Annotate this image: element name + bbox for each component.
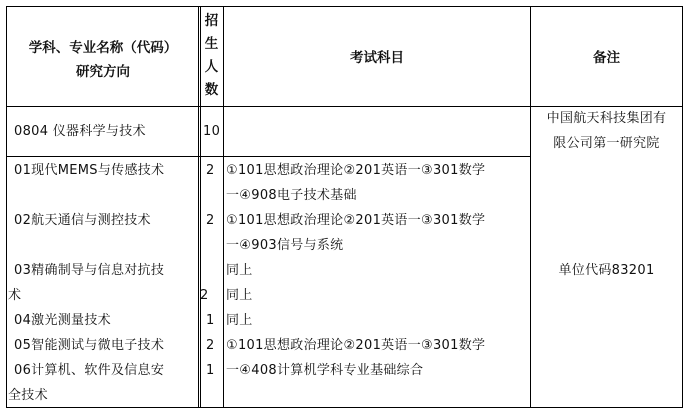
header-enrollment-char-2: 生 [204, 36, 219, 52]
header-remarks: 备注 [593, 50, 620, 66]
direction-05-exam-line1: ①101思想政治理论②201英语一③301数学 [226, 338, 486, 353]
direction-03-count: 2 [200, 288, 209, 303]
direction-03-exam-line1: 同上 [226, 263, 253, 278]
direction-04-name: 04激光测量技术 [14, 313, 111, 328]
direction-02-name: 02航天通信与测控技术 [14, 213, 151, 228]
col-divider-1 [198, 6, 199, 408]
direction-03-name-line1: 03精确制导与信息对抗技 [14, 263, 165, 278]
table-border-top [6, 6, 682, 7]
header-enrollment-char-1: 招 [204, 13, 219, 29]
direction-04-count: 1 [206, 313, 215, 328]
col-divider-2 [223, 6, 224, 408]
unit-code-note: 单位代码83201 [558, 263, 655, 278]
direction-01-count: 2 [206, 163, 215, 178]
direction-01-exam-line2: 一④908电子技术基础 [226, 188, 357, 203]
direction-01-exam-line1: ①101思想政治理论②201英语一③301数学 [226, 163, 486, 178]
table-border-left [6, 6, 7, 408]
direction-05-name: 05智能测试与微电子技术 [14, 338, 165, 353]
direction-03-exam-line2: 同上 [226, 288, 253, 303]
direction-06-name-line1: 06计算机、软件及信息安 [14, 363, 165, 378]
direction-06-name-line2: 全技术 [8, 388, 48, 403]
major-count: 10 [203, 124, 221, 139]
major-name: 0804 仪器科学与技术 [14, 124, 146, 139]
direction-05-exam-line2: 一④408计算机学科专业基础综合 [226, 363, 424, 378]
header-enrollment-char-3: 人 [204, 59, 219, 75]
major-note-line1: 中国航天科技集团有 [546, 111, 667, 126]
header-enrollment-char-4: 数 [204, 82, 219, 98]
table-border-right [682, 6, 683, 408]
direction-05-count: 2 [206, 338, 215, 353]
header-exam-subjects: 考试科目 [350, 50, 404, 66]
major-row-divider [6, 156, 530, 157]
direction-04-exam: 同上 [226, 313, 253, 328]
major-note-line2: 限公司第一研究院 [553, 136, 660, 151]
header-major-name: 学科、专业名称（代码） [28, 40, 178, 56]
col-divider-3 [530, 6, 531, 408]
direction-03-name-line2: 术 [8, 288, 22, 303]
header-research-direction: 研究方向 [76, 64, 130, 80]
direction-02-exam-line2: 一④903信号与系统 [226, 238, 344, 253]
direction-02-exam-line1: ①101思想政治理论②201英语一③301数学 [226, 213, 486, 228]
direction-02-count: 2 [206, 213, 215, 228]
table-border-bottom [6, 407, 682, 408]
direction-01-name: 01现代MEMS与传感技术 [14, 163, 165, 178]
direction-06-count: 1 [206, 363, 215, 378]
